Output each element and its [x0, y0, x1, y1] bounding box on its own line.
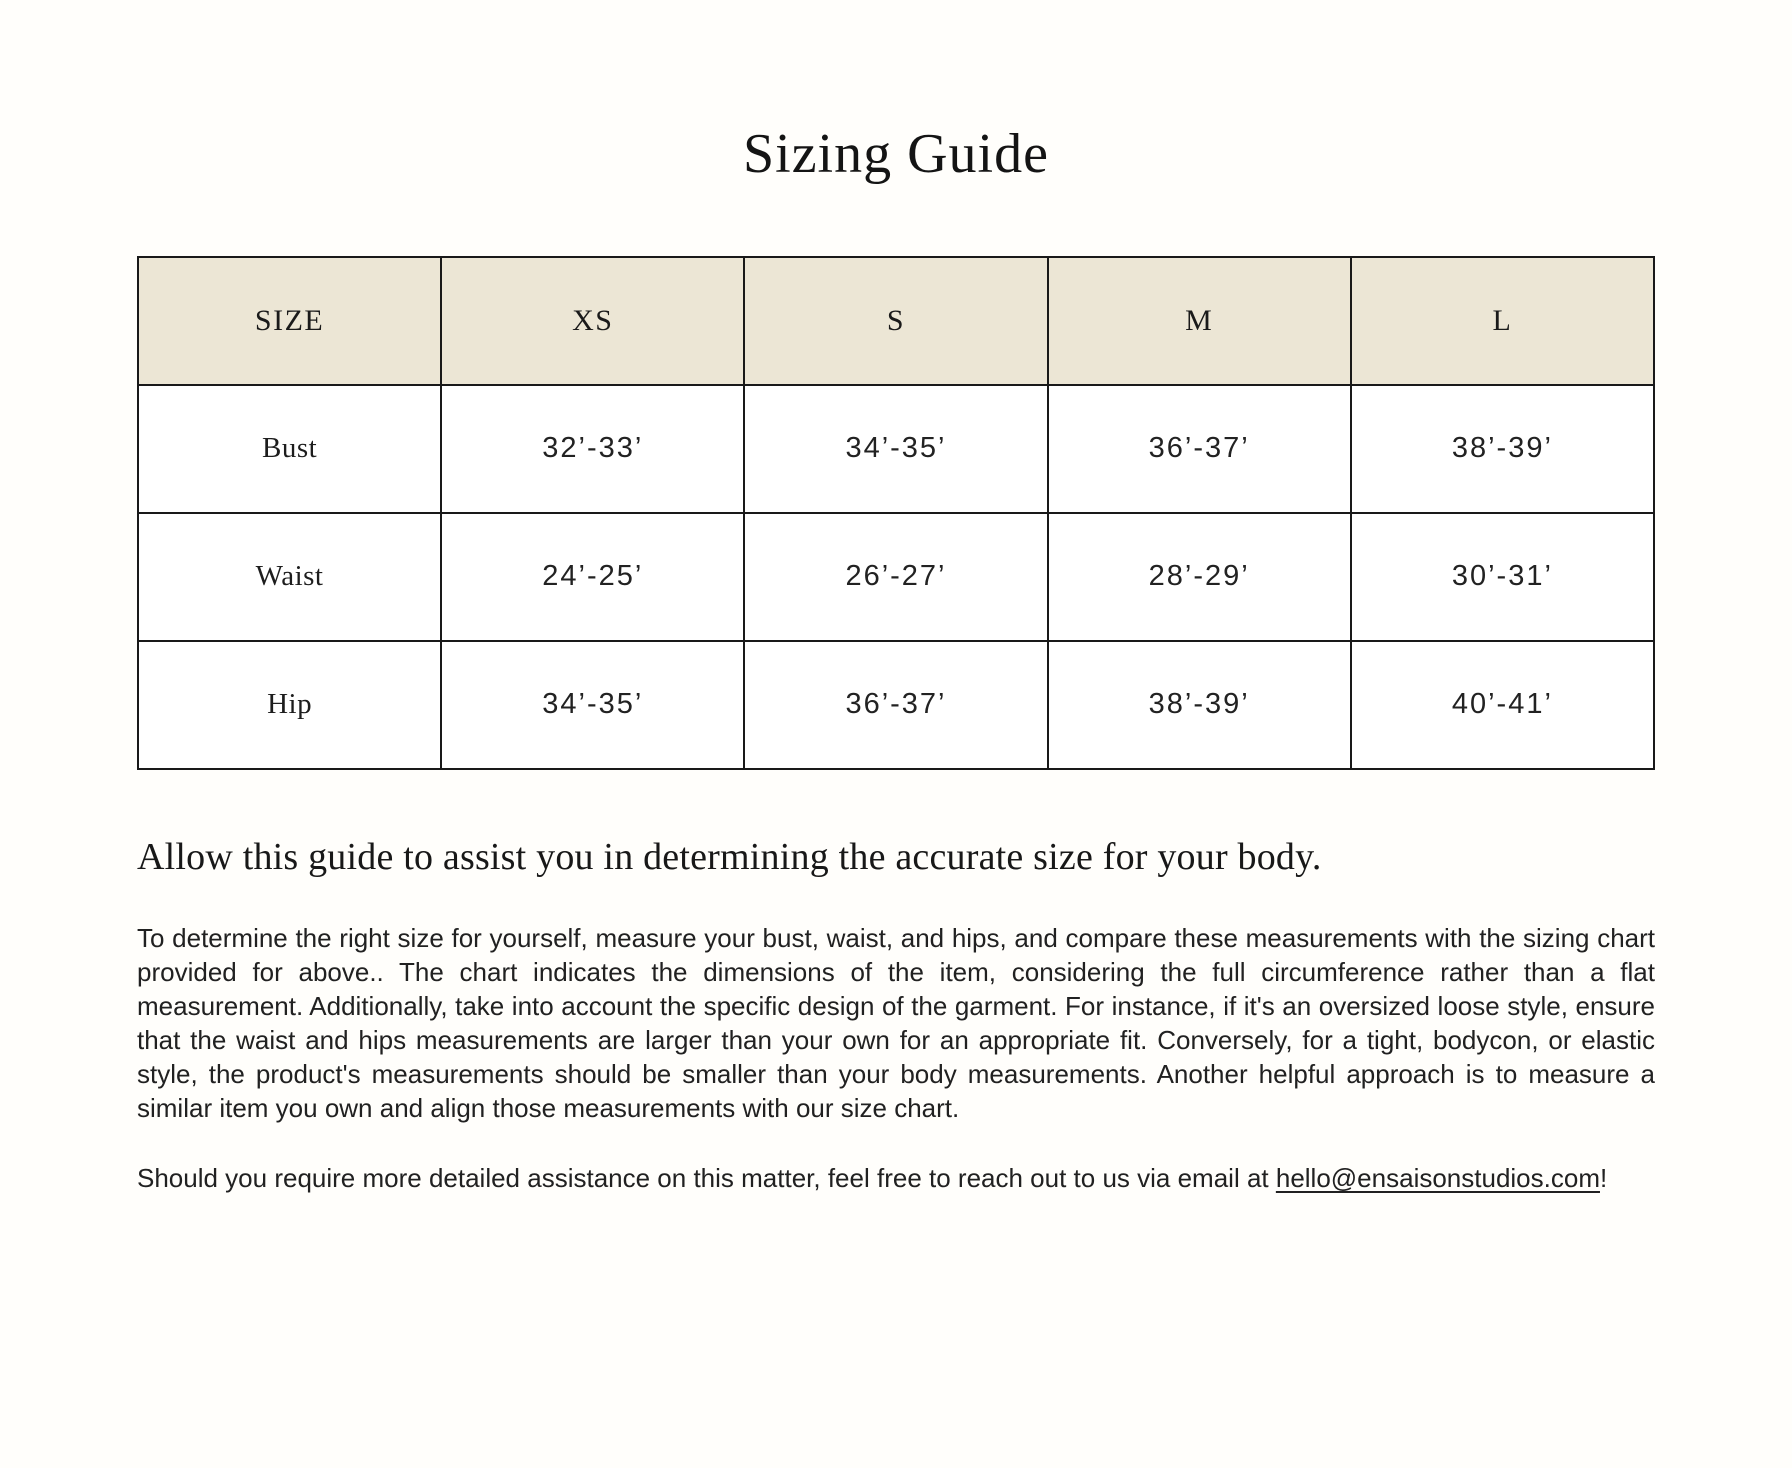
row-label-waist: Waist [138, 513, 441, 641]
instructions-paragraph: To determine the right size for yourself, measure your bust, waist, and hips, and compare these measurements with the sizing chart provided for above.. The chart indicates the dimensions of the item, considering the full circumference rather than a flat measurement. Additionally, take into account the specific design of the garment. For instance, if it's an oversized loose style, ensure that the waist and hips measurements are larger than your own for an appropriate fit. Conversely, for a tight, bodycon, or elastic style, the product's measurements should be smaller than your body measurements. Another helpful approach is to measure a similar item you own and align those measurements with our size chart. [137, 923, 1655, 1124]
column-header-s: S [744, 257, 1047, 385]
contact-text-prefix: Should you require more detailed assistance on this matter, feel free to reach out to us via email at [137, 1163, 1276, 1194]
contact-line [137, 1161, 1655, 1195]
cell-hip-s: 36’-37’ [744, 641, 1047, 769]
cell-waist-s: 26’-27’ [744, 513, 1047, 641]
cell-bust-xs: 32’-33’ [441, 385, 744, 513]
table-row-hip [138, 641, 1654, 769]
cell-bust-m: 36’-37’ [1048, 385, 1351, 513]
sizing-guide-page [0, 124, 1792, 1195]
column-header-m: M [1048, 257, 1351, 385]
page-title: Sizing Guide [743, 123, 1049, 185]
cell-hip-l: 40’-41’ [1351, 641, 1654, 769]
size-chart-table [137, 256, 1655, 770]
guide-subtitle: Allow this guide to assist you in determining the accurate size for your body. [137, 835, 1322, 878]
contact-text-suffix: ! [1599, 1163, 1608, 1194]
column-header-size: SIZE [138, 257, 441, 385]
column-header-l: L [1351, 257, 1654, 385]
table-row-bust [138, 385, 1654, 513]
email-link[interactable]: hello@ensaisonstudios.com [1275, 1163, 1600, 1194]
cell-waist-l: 30’-31’ [1351, 513, 1654, 641]
table-header-row [138, 257, 1654, 385]
cell-waist-m: 28’-29’ [1048, 513, 1351, 641]
row-label-bust: Bust [138, 385, 441, 513]
cell-bust-l: 38’-39’ [1351, 385, 1654, 513]
cell-hip-xs: 34’-35’ [441, 641, 744, 769]
cell-bust-s: 34’-35’ [744, 385, 1047, 513]
cell-waist-xs: 24’-25’ [441, 513, 744, 641]
table-row-waist [138, 513, 1654, 641]
cell-hip-m: 38’-39’ [1048, 641, 1351, 769]
row-label-hip: Hip [138, 641, 441, 769]
column-header-xs: XS [441, 257, 744, 385]
